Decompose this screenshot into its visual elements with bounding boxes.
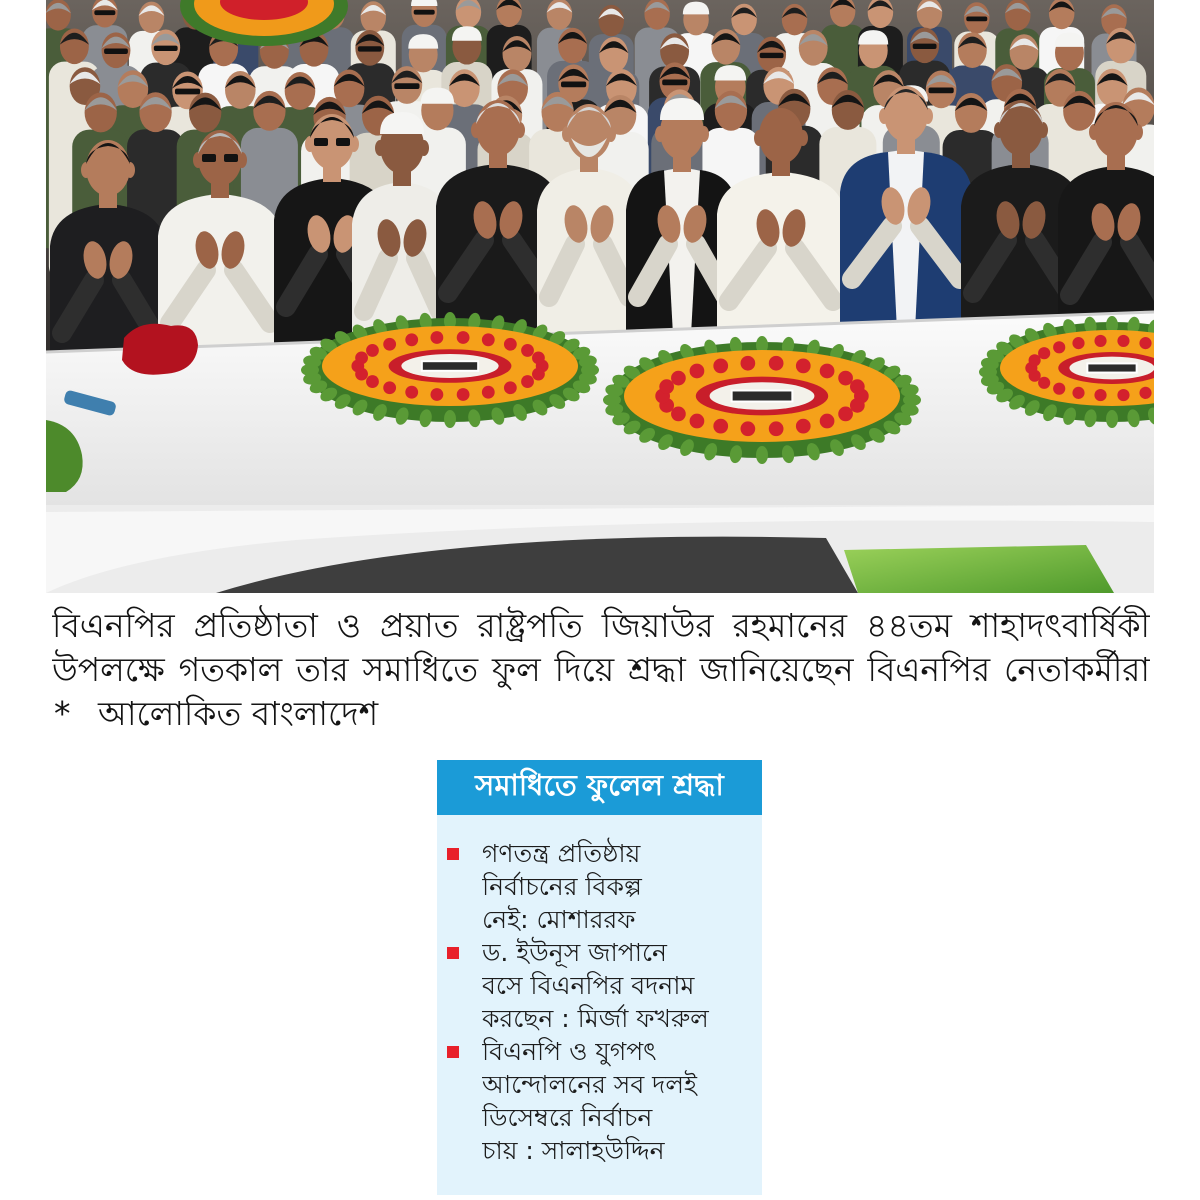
caption-line-1 [52, 604, 1150, 648]
wreath-rose [1117, 389, 1129, 401]
wreath-leaf [756, 446, 768, 464]
highlight-text: বসে বিএনপির বদনাম [482, 971, 695, 1000]
wreath-rose [366, 344, 379, 357]
highlight-line [482, 903, 754, 936]
wreath-rose [504, 338, 517, 351]
highlight-item [437, 837, 762, 936]
crowd-glasses [104, 49, 128, 54]
highlight-text: গণতন্ত্র প্রতিষ্ঠায় [482, 839, 641, 868]
wreath-rose [713, 419, 728, 434]
highlights-title-bar [437, 760, 762, 815]
wreath-rose [769, 356, 784, 371]
highlight-line [482, 1134, 754, 1167]
wreath-rose [430, 331, 443, 344]
mourner-head [86, 140, 130, 196]
wreath-rose [1117, 335, 1129, 347]
highlight-item [437, 1035, 762, 1167]
crowd-glasses [929, 88, 954, 94]
crowd-glasses [913, 44, 937, 49]
crowd-glasses [662, 79, 687, 85]
wreath-rose [769, 421, 784, 436]
wreath-leaf [444, 410, 456, 428]
mourner-head [884, 86, 928, 142]
crowd-glasses [94, 10, 115, 15]
mourner-head [1094, 102, 1138, 158]
wreath-rose [1139, 337, 1151, 349]
photo-caption [52, 604, 1150, 736]
highlight-text: বিএনপি ও যুগপৎ [482, 1037, 657, 1066]
wreath-rose [532, 351, 545, 364]
red-cloth-bundle [122, 324, 198, 375]
wreath-rose [383, 338, 396, 351]
credit-asterisk: * [54, 694, 71, 733]
wreath-rose [740, 421, 755, 436]
wreath-rose [1072, 337, 1084, 349]
news-photo [46, 0, 1154, 593]
mourner-head [476, 100, 520, 156]
red-square-bullet [447, 947, 459, 959]
wreath-rose [1038, 347, 1050, 359]
mourner-head [999, 100, 1043, 156]
red-square-bullet [447, 848, 459, 860]
red-square-bullet [447, 1046, 459, 1058]
wreath-rose [521, 375, 534, 388]
crowd-glasses [154, 46, 178, 51]
wreath-rose [838, 407, 853, 422]
highlight-text: আন্দোলনের সব দলই [482, 1070, 697, 1099]
highlight-line [482, 1068, 754, 1101]
highlights-box [437, 760, 762, 1195]
highlight-line [482, 1002, 754, 1035]
wreath-rose [482, 333, 495, 346]
mourner-glasses [336, 138, 350, 146]
wreath-rose [383, 381, 396, 394]
mourner-glasses [202, 154, 216, 162]
wreath-rose [820, 364, 835, 379]
wreath-rose [405, 333, 418, 346]
prayer-cap [411, 0, 437, 6]
highlight-line [482, 870, 754, 903]
highlight-text: করছেন : মির্জা ফখরুল [482, 1004, 709, 1033]
tribute-photo-illustration [46, 0, 1154, 593]
highlights-title: সমাধিতে ফুলেল শ্রদ্ধা [475, 768, 724, 802]
wreath-rose [405, 386, 418, 399]
crowd-glasses [561, 81, 586, 87]
wreath-rose [457, 388, 470, 401]
wreath-rose [659, 379, 674, 394]
highlight-line [482, 1101, 754, 1134]
highlight-text: ড. ইউনূস জাপানে [482, 938, 667, 967]
highlight-text: নেই: মোশাররফ [482, 905, 636, 934]
wreath-rose [504, 381, 517, 394]
crowd-glasses [175, 89, 200, 95]
wreath-rose [740, 356, 755, 371]
crowd-glasses [966, 16, 987, 21]
wreath-rose [850, 379, 865, 394]
wreath-rose [1139, 387, 1151, 399]
crowd-glasses [358, 46, 382, 51]
wreath-rose [850, 398, 865, 413]
wreath-rose [796, 419, 811, 434]
wreath-rose [838, 371, 853, 386]
wreath-rose [671, 371, 686, 386]
wreath-rose [355, 351, 368, 364]
wreath-leaf [1106, 410, 1118, 428]
wreath-rose [1094, 389, 1106, 401]
wreath-plaque [422, 361, 478, 371]
wreath-rose [671, 407, 686, 422]
highlight-line [482, 936, 754, 969]
caption-line-2 [52, 648, 1150, 692]
wreath-rose [1053, 383, 1065, 395]
mourner-glasses [314, 138, 328, 146]
credit-source: আলোকিত বাংলাদেশ [98, 694, 379, 733]
wreath-plaque [732, 390, 793, 401]
highlight-text: নির্বাচনের বিকল্প [482, 872, 642, 901]
photo-credit [52, 692, 1150, 736]
highlight-line [482, 1035, 754, 1068]
wreath-rose [820, 414, 835, 429]
wreath-rose [690, 414, 705, 429]
wreath-plaque [1087, 363, 1136, 372]
wreath-rose [1072, 387, 1084, 399]
wreath-rose [482, 386, 495, 399]
wreath-rose [1094, 335, 1106, 347]
wreath-rose [690, 364, 705, 379]
grass-patch [844, 545, 1114, 593]
wreath-rose [521, 344, 534, 357]
crowd-glasses [414, 10, 435, 15]
crowd-glasses [394, 83, 419, 89]
mourner-head [759, 108, 803, 164]
highlight-line [482, 969, 754, 1002]
highlight-text: ডিসেম্বরে নির্বাচন [482, 1103, 653, 1132]
highlight-line [482, 837, 754, 870]
highlights-list [437, 815, 762, 1195]
wreath-rose [796, 359, 811, 374]
wreath-rose [713, 359, 728, 374]
caption-text: বিএনপির প্রতিষ্ঠাতা ও প্রয়াত রাষ্ট্রপতি জিয়াউর রহমানের ৪৪তম শাহাদৎবার্ষিকী [52, 606, 1150, 645]
wreath-rose [430, 388, 443, 401]
highlight-text: চায় : সালাহউদ্দিন [482, 1136, 665, 1165]
wreath-rose [1053, 341, 1065, 353]
wreath-rose [366, 375, 379, 388]
wreath-rose [457, 331, 470, 344]
wreath-rose [532, 368, 545, 381]
mourner-glasses [224, 154, 238, 162]
crowd-glasses [760, 53, 784, 58]
caption-text: উপলক্ষে গতকাল তার সমাধিতে ফুল দিয়ে শ্রদ্ধা জানিয়েছেন বিএনপির নেতাকর্মীরা [52, 650, 1150, 689]
highlight-item [437, 936, 762, 1035]
